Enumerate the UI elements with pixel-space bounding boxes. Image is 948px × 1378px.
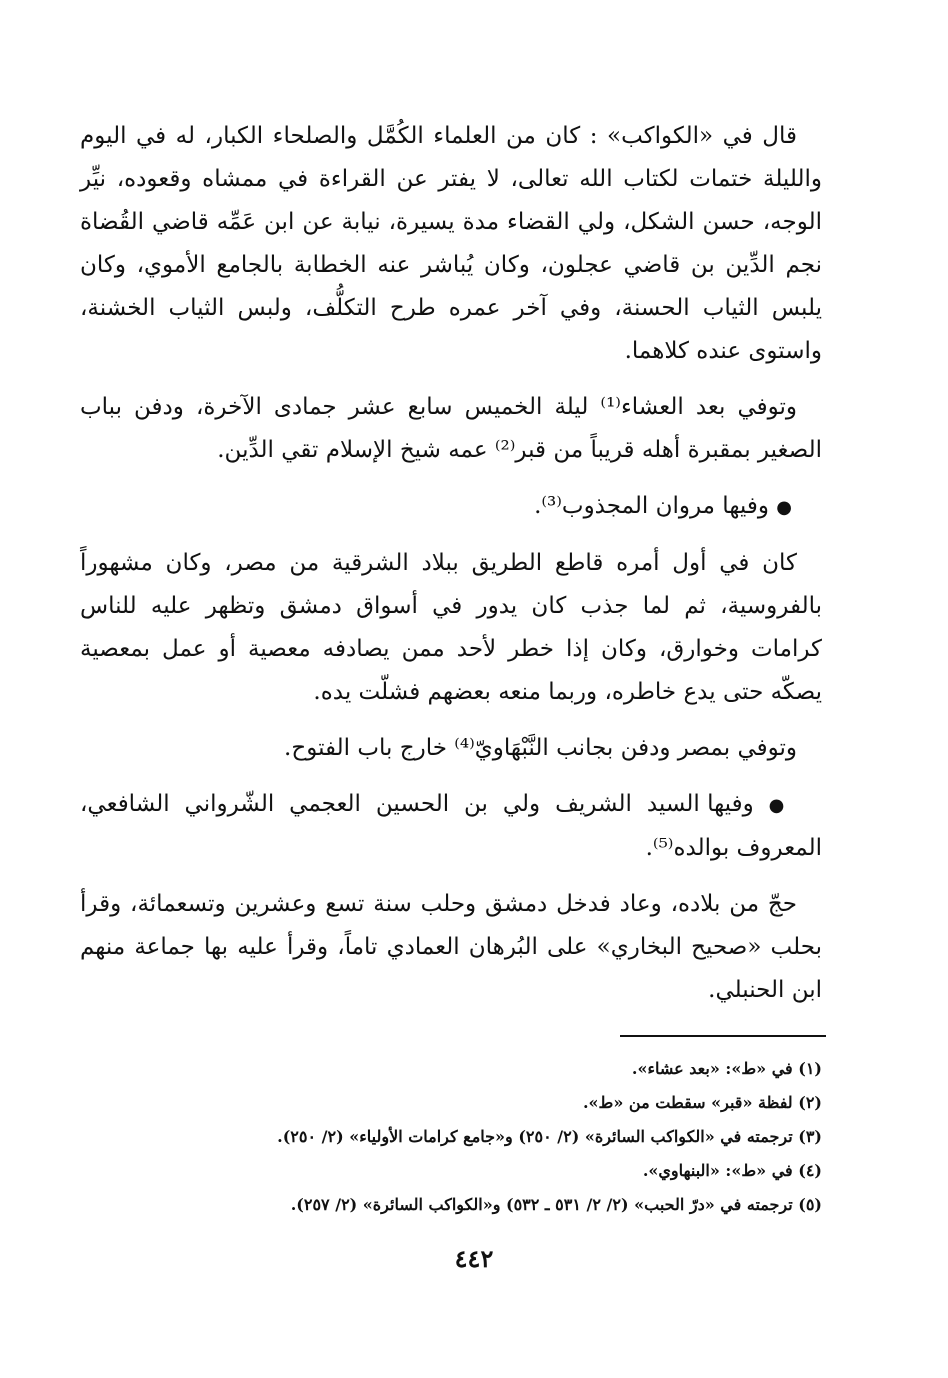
- paragraph-3-text: وفيها مروان المجذوب⁽³⁾.: [534, 493, 769, 519]
- bullet-icon: ●: [776, 497, 792, 518]
- paragraph-6-text: وفيها السيد الشريف ولي بن الحسين العجمي الشّرواني الشافعي، المعروف بوالده⁽⁵⁾.: [80, 791, 822, 861]
- footnote-divider: [620, 1035, 826, 1037]
- footnote-4: (٤) في «ط»: «البنهاوي».: [642, 1161, 822, 1180]
- paragraph-3: [80, 485, 822, 529]
- footnote-2: (٢) لفظة «قبر» سقطت من «ط».: [582, 1093, 822, 1112]
- footnote-5: (٥) ترجمته في «درّ الحبب» (٢/ ٢/ ٥٣١ ـ ٥٣٢) و«الكواكب السائرة» (٢/ ٢٥٧).: [290, 1195, 822, 1214]
- footnotes: [80, 1052, 822, 1222]
- main-text: [80, 115, 822, 1012]
- paragraph-7: حجّ من بلاده، وعاد فدخل دمشق وحلب سنة تسع وعشرين وتسعمائة، وقرأ بحلب «صحيح البخاري» على البُرهان العمادي تاماً، وقرأ عليه بها جماعة منهم ابن الحنبلي.: [80, 891, 822, 1003]
- paragraph-5: وتوفي بمصر ودفن بجانب النَّبْهَاويّ⁽⁴⁾ خارج باب الفتوح.: [284, 735, 797, 761]
- paragraph-1: قال في «الكواكب» : كان من العلماء الكُمَّل والصلحاء الكبار، له في اليوم والليلة ختمات لكتاب الله تعالى، لا يفتر عن القراءة في ممشاه وقعوده، نيِّر الوجه، حسن الشكل، ولي القضاء مدة يسيرة، نيابة عن ابن عَمِّه قاضي القُضاة نجم الدِّين بن قاضي عجلون، وكان يُباشر عنه الخطابة بالجامع الأموي، وكان يلبس الثياب الحسنة، وفي آخر عمره طرح التكلُّف، ولبس الثياب الخشنة، واستوى عنده كلاهما.: [80, 123, 822, 364]
- paragraph-4: كان في أول أمره قاطع الطريق ببلاد الشرقية من مصر، وكان مشهوراً بالفروسية، ثم لما جذب كان يدور في أسواق دمشق وتظهر عليه للناس كرامات وخوارق، وكان إذا خطر لأحد ممن يصادفه معصية أو عمل بمعصية يصكّه حتى يدع خاطره، وربما منعه بعضهم فشلّت يده.: [80, 550, 822, 705]
- footnote-1: (١) في «ط»: «بعد عشاء».: [631, 1059, 822, 1078]
- paragraph-2: وتوفي بعد العشاء⁽¹⁾ ليلة الخميس سابع عشر جمادى الآخرة، ودفن بباب الصغير بمقبرة أهله قريباً من قبر⁽²⁾ عمه شيخ الإسلام تقي الدِّين.: [80, 394, 822, 463]
- paragraph-6: [80, 783, 822, 870]
- bullet-icon: ●: [768, 795, 792, 816]
- page-number: ٤٤٢: [454, 1244, 494, 1273]
- footnote-3: (٣) ترجمته في «الكواكب السائرة» (٢/ ٢٥٠) و«جامع كرامات الأولياء» (٢/ ٢٥٠).: [277, 1127, 822, 1146]
